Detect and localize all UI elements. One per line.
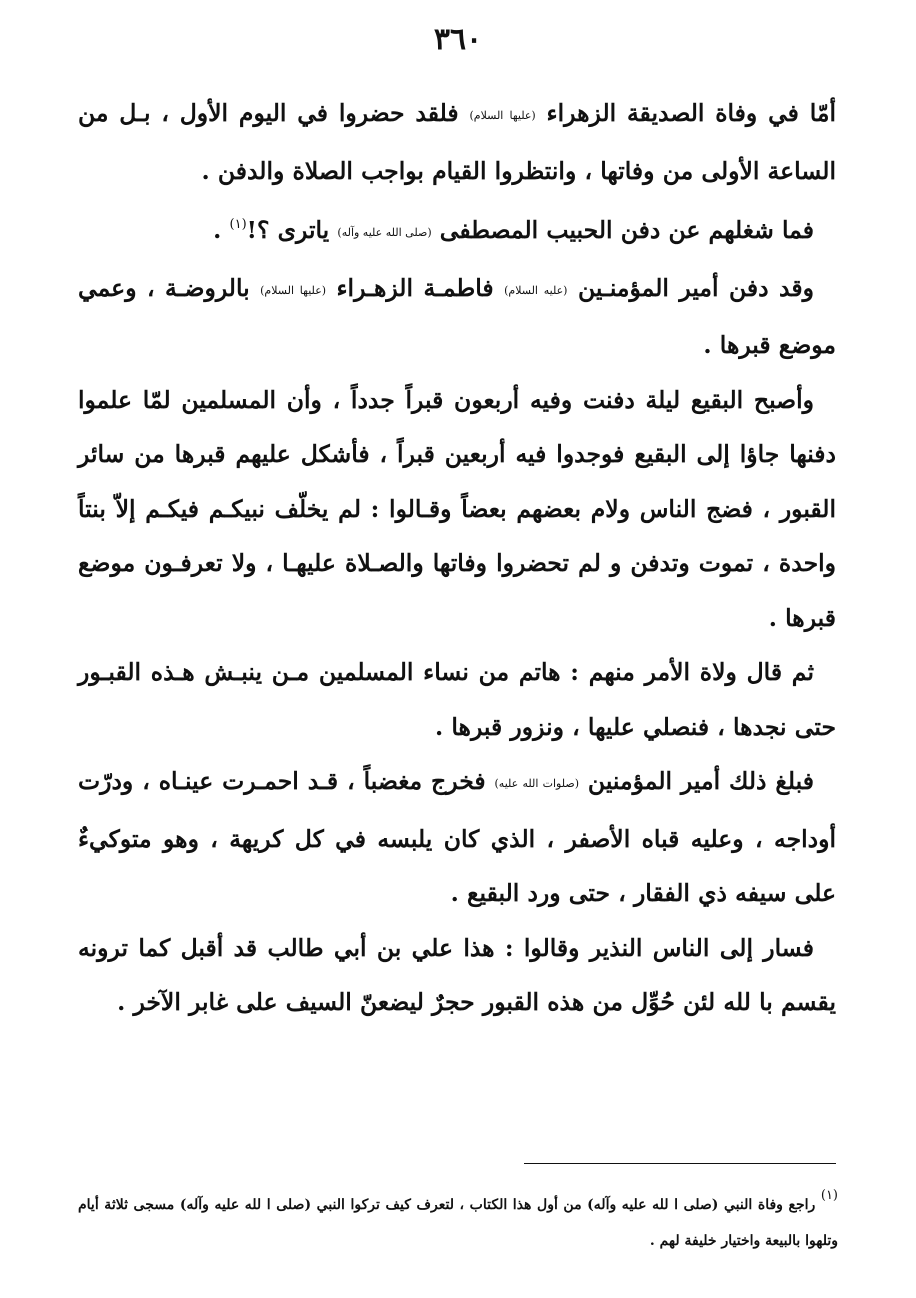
paragraph-text: وقد دفن أمير المؤمنـين [567,273,814,302]
paragraph [78,754,836,921]
paragraph-text: بالروضـة ، وعمي موضع قبرها . [78,273,836,359]
paragraph-text: فلقد حضروا في اليوم الأول ، بـل من الساعة الأولى من وفاتها ، وانتظروا القيام بواجب الصلاة والدفن . [78,99,836,185]
paragraph-text: أمّا في وفاة الصديقة الزهراء [535,99,836,127]
main-text [78,86,836,1030]
paragraph-text: فبلغ ذلك أمير المؤمنين [579,767,814,795]
honorific: (صلوات الله عليه) [494,777,580,790]
paragraph-text: . [213,216,230,244]
paragraph [78,921,836,1030]
paragraph-text: فخرج مغضباً ، قـد احمـرت عينـاه ، ودرّت أوداجه ، وعليه قباه الأصفر ، الذي كان يلبسه في كل كريهة ، وهو متوكيءٌ على سيفه ذي الفقار ، حتى ورد البقيع . [78,767,836,907]
paragraph [78,645,836,754]
footnotes [78,1178,838,1259]
honorific: (صلى الله عليه وآله) [337,226,432,239]
paragraph-text: ثم قال ولاة الأمر منهم : هاتم من نساء المسلمين مـن ينبـش هـذه القبـور حتى نجدها ، فنصلي عليها ، ونزور قبرها . [78,658,836,741]
honorific: (عليها السلام) [260,283,327,297]
footnote-1 [78,1178,838,1259]
footnote-divider [524,1163,836,1164]
page-number: ٣٦٠ [433,22,483,57]
paragraph-text: ياترى ؟! [246,216,338,244]
footnote-number: (١) [820,1188,838,1203]
footnote-text: راجع وفاة النبي (صلى ا لله عليه وآله) من أول هذا الكتاب ، لتعرف كيف تركوا النبي (صلى ا لله عليه وآله) مسجى ثلاثة أيام وتلهوا بالبيعة واختيار خليفة لهم . [78,1197,838,1249]
paragraph-text: فسار إلى الناس النذير وقالوا : هذا علي بن أبي طالب قد أقبل كما ترونه يقسم با لله لئن حُوِّل من هذه القبور حجرٌ ليضعنّ السيف على غابر الآخر . [78,933,836,1016]
footnote-reference: (١) [229,217,247,232]
honorific: (عليه السلام) [504,283,568,297]
paragraph-text: وأصبح البقيع ليلة دفنت وفيه أربعون قبراً جدداً ، وأن المسلمين لمّا علموا دفنها جاؤا إلى البقيع فوجدوا فيه أربعين قبراً ، فأشكل عليهم قبرها من سائر القبور ، فضج الناس ولام بعضهم بعضاً وقـالوا : لم يخلّف نبيكـم فيكـم إلاّ بنتاً واحدة ، تموت وتدفن و لم تحضروا وفاتها والصـلاة عليهـا ، ولا تعرفـون موضع قبرها . [78,385,836,632]
paragraph [78,198,836,261]
paragraph [78,86,836,198]
paragraph-text: فاطمـة الزهـراء [326,273,505,302]
paragraph [78,261,836,373]
paragraph-text: فما شغلهم عن دفن الحبيب المصطفى [431,216,814,244]
paragraph [78,373,836,646]
honorific: (عليها السلام) [469,109,536,122]
